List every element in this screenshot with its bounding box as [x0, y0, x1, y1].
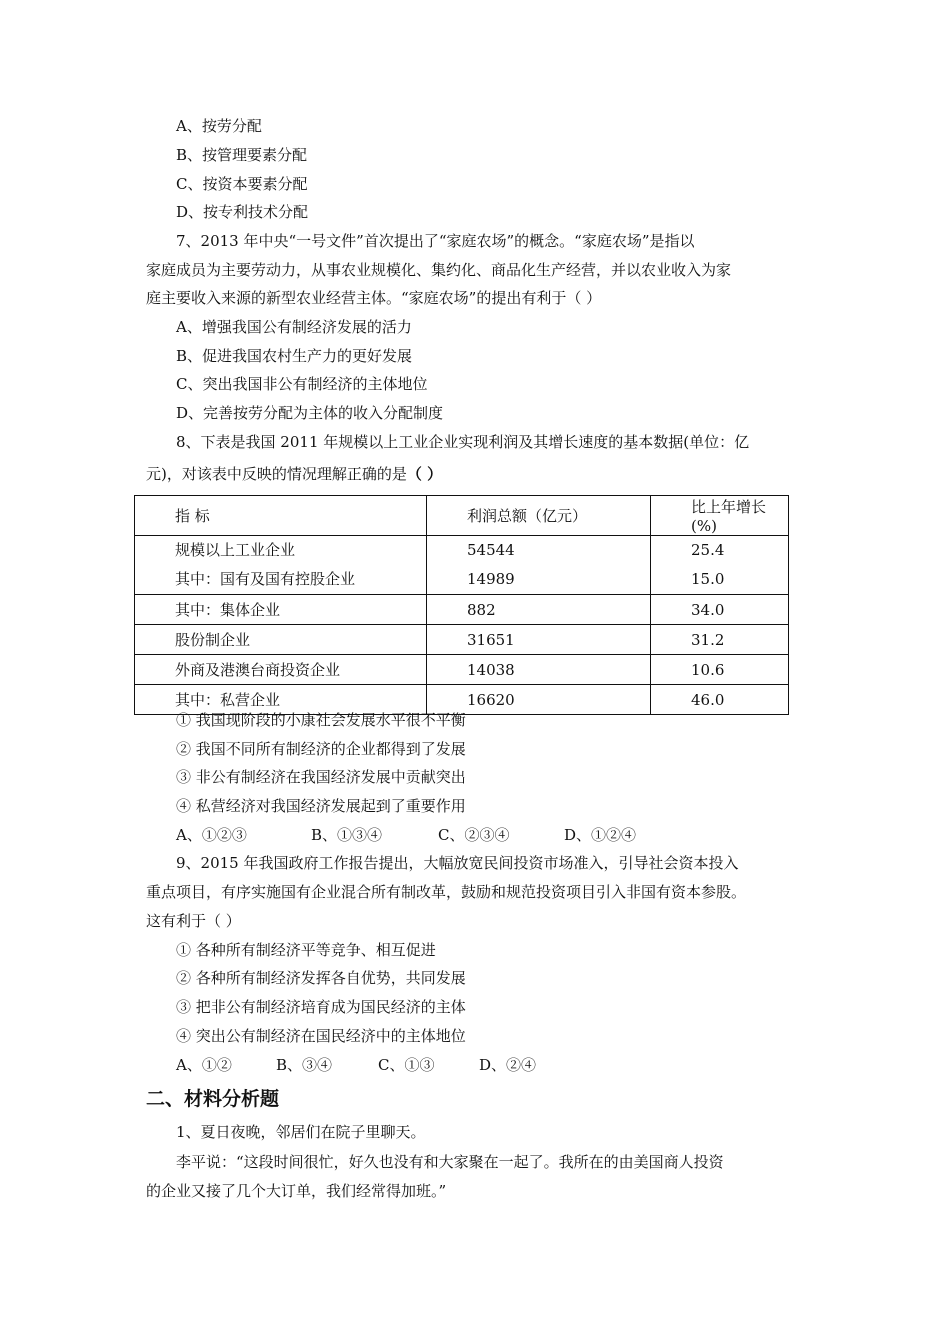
profit-table [134, 495, 789, 715]
q8-choice-a: A、①②③ [176, 826, 247, 844]
q8-stem-text: 元)，对该表中反映的情况理解正确的是 [146, 465, 407, 483]
q8-stem-line-1: 8、下表是我国 2011 年规模以上工业企业实现利润及其增长速度的基本数据(单位：亿 [176, 433, 750, 451]
table-cell-name: 外商及港澳台商投资企业 [135, 655, 427, 685]
q9-statement-4: ④ 突出公有制经济在国民经济中的主体地位 [176, 1027, 466, 1045]
table-cell-profit: 14989 [467, 570, 515, 588]
table-cell-name: 规模以上工业企业 [175, 541, 296, 559]
table-cell-growth: 10.6 [651, 655, 789, 685]
q6-option-a: A、按劳分配 [176, 117, 262, 135]
q9-statement-2: ② 各种所有制经济发挥各自优势，共同发展 [176, 969, 466, 987]
q7-option-b: B、促进我国农村生产力的更好发展 [176, 347, 413, 365]
q9-choice-c: C、①③ [378, 1056, 435, 1074]
q8-answer-bracket: （ ） [406, 465, 443, 483]
table-cell-name: 其中：私营企业 [135, 685, 427, 715]
table-row [135, 655, 789, 685]
table-cell-growth: 31.2 [651, 625, 789, 655]
section-heading: 二、材料分析题 [146, 1088, 280, 1110]
q7-stem-line-1: 7、2013 年中央“一号文件”首次提出了“家庭农场”的概念。“家庭农场”是指以 [176, 232, 695, 250]
table-cell-name: 其中：国有及国有控股企业 [175, 570, 356, 588]
table-cell-name: 股份制企业 [135, 625, 427, 655]
section2-paragraph-2-line-1: 李平说：“这段时间很忙，好久也没有和大家聚在一起了。我所在的由美国商人投资 [176, 1153, 724, 1171]
table-cell-growth: 15.0 [691, 570, 725, 588]
q9-choice-d: D、②④ [479, 1056, 537, 1074]
q8-statement-2: ② 我国不同所有制经济的企业都得到了发展 [176, 740, 466, 758]
q8-stem-line-2 [146, 464, 442, 484]
table-header-growth: 比上年增长(%) [651, 496, 789, 536]
table-cell-growth: 25.4 [691, 541, 725, 559]
table-cell-profit: 31651 [427, 625, 651, 655]
table-header-indicator: 指 标 [135, 496, 427, 536]
table-header-row [135, 496, 789, 536]
table-header-profit: 利润总额（亿元） [427, 496, 651, 536]
q9-stem-line-1: 9、2015 年我国政府工作报告提出，大幅放宽民间投资市场准入，引导社会资本投入 [176, 854, 739, 872]
q6-option-c: C、按资本要素分配 [176, 175, 308, 193]
q7-option-d: D、完善按劳分配为主体的收入分配制度 [176, 404, 444, 422]
q9-statement-3: ③ 把非公有制经济培育成为国民经济的主体 [176, 998, 466, 1016]
q6-option-d: D、按专利技术分配 [176, 203, 309, 221]
table-row [135, 536, 789, 595]
q7-option-a: A、增强我国公有制经济发展的活力 [176, 318, 412, 336]
table-cell-profit: 16620 [427, 685, 651, 715]
q7-option-c: C、突出我国非公有制经济的主体地位 [176, 375, 428, 393]
q8-choice-c: C、②③④ [438, 826, 510, 844]
q8-statement-1: ① 我国现阶段的小康社会发展水平很不平衡 [176, 711, 466, 729]
q8-choice-b: B、①③④ [311, 826, 383, 844]
q9-stem-line-3: 这有利于（ ） [146, 912, 241, 930]
table-cell-growth: 34.0 [651, 595, 789, 625]
q8-statement-3: ③ 非公有制经济在我国经济发展中贡献突出 [176, 768, 466, 786]
table-cell-profit: 54544 [467, 541, 515, 559]
q7-stem-line-3: 庭主要收入来源的新型农业经营主体。“家庭农场”的提出有利于（ ） [146, 289, 602, 307]
q8-choice-d: D、①②④ [564, 826, 637, 844]
q9-stem-line-2: 重点项目，有序实施国有企业混合所有制改革，鼓励和规范投资项目引入非国有资本参股。 [146, 883, 747, 901]
table-cell-profit: 882 [427, 595, 651, 625]
table-cell-growth: 46.0 [651, 685, 789, 715]
q9-choice-a: A、①② [176, 1056, 232, 1074]
q9-statement-1: ① 各种所有制经济平等竞争、相互促进 [176, 941, 436, 959]
table-cell-name: 其中：集体企业 [135, 595, 427, 625]
table-row [135, 595, 789, 625]
section2-paragraph-1: 1、夏日夜晚，邻居们在院子里聊天。 [176, 1123, 426, 1141]
table-cell-profit: 14038 [427, 655, 651, 685]
q6-option-b: B、按管理要素分配 [176, 146, 308, 164]
table-row [135, 625, 789, 655]
section2-paragraph-2-line-2: 的企业又接了几个大订单，我们经常得加班。” [146, 1182, 447, 1200]
q7-stem-line-2: 家庭成员为主要劳动力，从事农业规模化、集约化、商品化生产经营，并以农业收入为家 [146, 261, 732, 279]
q8-statement-4: ④ 私营经济对我国经济发展起到了重要作用 [176, 797, 466, 815]
q9-choice-b: B、③④ [276, 1056, 333, 1074]
